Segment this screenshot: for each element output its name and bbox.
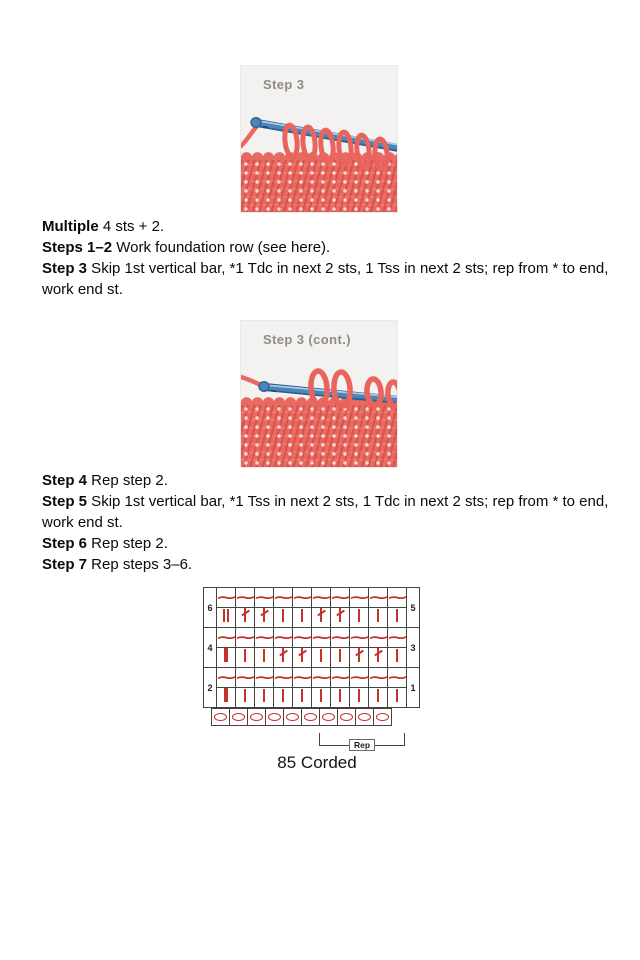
- symbol-tunisian-simple-stitch-icon: [358, 609, 360, 622]
- symbol-return-pass-icon: ~: [366, 629, 390, 647]
- chain-cell: [373, 708, 392, 726]
- chart-cell: [309, 628, 333, 648]
- chart-cell: [293, 648, 312, 668]
- instruction-line: [42, 258, 620, 300]
- step-text: Rep steps 3–6.: [87, 556, 193, 573]
- chart-cell: [255, 688, 274, 708]
- chart-cell: [252, 628, 276, 648]
- symbol-tunisian-simple-stitch-icon: [377, 689, 379, 702]
- symbol-tunisian-simple-stitch-icon: [244, 689, 246, 702]
- symbol-edge-bold-bar-icon: [224, 648, 228, 662]
- symbol-chain-stitch-icon: [214, 713, 227, 721]
- chart-cell: [309, 668, 333, 688]
- chain-cell: [283, 708, 302, 726]
- chart-cell: [293, 608, 312, 628]
- symbol-tunisian-double-stitch-icon: [238, 608, 252, 622]
- chart-row-5: [204, 608, 420, 628]
- chart-cell: [252, 588, 276, 608]
- row-number-3: 3: [407, 628, 420, 668]
- row-number-2: 2: [204, 668, 217, 708]
- symbol-return-pass-icon: ~: [271, 669, 295, 687]
- chart-cell: [347, 588, 371, 608]
- chart-cell: [388, 688, 407, 708]
- symbol-return-pass-icon: ~: [290, 589, 314, 607]
- step-3-cont-photo: [240, 320, 398, 468]
- chart-cell: [217, 688, 236, 708]
- step-text: Work foundation row (see here).: [112, 239, 331, 256]
- chart-cell: [252, 668, 276, 688]
- chart-cell: [217, 608, 236, 628]
- step-label: Step 4: [42, 472, 88, 489]
- chart-cell: [271, 628, 295, 648]
- symbol-tunisian-double-stitch-icon: [295, 648, 309, 662]
- symbol-return-pass-icon: ~: [309, 589, 333, 607]
- step-text: Skip 1st vertical bar, *1 Tdc in next 2 sts, 1 Tss in next 2 sts; rep from * to end, work end st.: [42, 260, 609, 298]
- chart-cell: [214, 668, 238, 688]
- chart-cell: [274, 648, 293, 668]
- stitch-chart: [203, 587, 431, 772]
- chart-cell: [290, 628, 314, 648]
- chain-cell: [355, 708, 374, 726]
- chart-cell: [236, 648, 255, 668]
- symbol-return-pass-icon: ~: [233, 589, 257, 607]
- symbol-tunisian-simple-stitch-icon: [339, 649, 341, 662]
- symbol-tunisian-double-stitch-icon: [371, 648, 385, 662]
- symbol-return-pass-icon: ~: [214, 669, 238, 687]
- pattern-title: 85 Corded: [277, 753, 357, 772]
- symbol-return-pass-icon: ~: [309, 629, 333, 647]
- symbol-tunisian-double-stitch-icon: [352, 648, 366, 662]
- chart-cell: [331, 648, 350, 668]
- chart-cell: [369, 688, 388, 708]
- symbol-chain-stitch-icon: [376, 713, 389, 721]
- instruction-line: [42, 237, 620, 258]
- step-label: Steps 1–2: [42, 239, 113, 256]
- chain-cell: [265, 708, 284, 726]
- symbol-return-pass-icon: ~: [233, 669, 257, 687]
- symbol-return-pass-icon: ~: [347, 629, 371, 647]
- chart-cell: [214, 628, 238, 648]
- symbol-return-pass-icon: ~: [233, 629, 257, 647]
- symbol-chain-stitch-icon: [304, 713, 317, 721]
- chart-cell: [233, 668, 257, 688]
- step-text: Skip 1st vertical bar, *1 Tss in next 2 sts, 1 Tdc in next 2 sts; rep from * to end, work end st.: [42, 493, 609, 531]
- symbol-tunisian-simple-stitch-icon: [339, 689, 341, 702]
- symbol-chain-stitch-icon: [358, 713, 371, 721]
- chart-cell: [312, 688, 331, 708]
- symbol-tunisian-double-stitch-icon: [314, 608, 328, 622]
- symbol-tunisian-simple-stitch-icon: [358, 689, 360, 702]
- step-text: 4 sts + 2.: [98, 218, 165, 235]
- instruction-line: [42, 533, 620, 554]
- symbol-return-pass-icon: ~: [328, 669, 352, 687]
- symbol-tunisian-simple-stitch-icon: [282, 689, 284, 702]
- symbol-tunisian-double-stitch-icon: [333, 608, 347, 622]
- symbol-tunisian-simple-stitch-icon: [396, 689, 398, 702]
- chart-cell: [274, 688, 293, 708]
- photo-caption: Step 3 (cont.): [263, 332, 351, 347]
- chart-row-3: [204, 648, 420, 668]
- chart-cell: [331, 608, 350, 628]
- chart-cell: [328, 668, 352, 688]
- chart-cell: [293, 688, 312, 708]
- symbol-tunisian-simple-stitch-icon: [263, 689, 265, 702]
- symbol-tunisian-simple-stitch-icon: [301, 609, 303, 622]
- chart-cell: [236, 608, 255, 628]
- symbol-chain-stitch-icon: [232, 713, 245, 721]
- chart-cell: [214, 588, 238, 608]
- chart-cell: [331, 688, 350, 708]
- symbol-tunisian-simple-stitch-icon: [377, 609, 379, 622]
- symbol-edge-double-bar-icon: [222, 609, 230, 622]
- chart-cell: [233, 628, 257, 648]
- symbol-return-pass-icon: ~: [290, 669, 314, 687]
- instruction-line: [42, 491, 620, 533]
- step-label: Step 6: [42, 535, 88, 552]
- symbol-return-pass-icon: ~: [347, 669, 371, 687]
- row-number-6: 6: [204, 588, 217, 628]
- symbol-return-pass-icon: ~: [347, 589, 371, 607]
- symbol-return-pass-icon: ~: [252, 629, 276, 647]
- chart-cell: [271, 668, 295, 688]
- symbol-tunisian-simple-stitch-icon: [396, 649, 398, 662]
- chart-cell: [309, 588, 333, 608]
- chain-cell: [211, 708, 230, 726]
- chart-cell: [388, 608, 407, 628]
- symbol-return-pass-icon: ~: [271, 629, 295, 647]
- step-text: Rep step 2.: [87, 472, 168, 489]
- symbol-edge-bold-bar-icon: [224, 688, 228, 702]
- symbol-return-pass-icon: ~: [366, 669, 390, 687]
- step-label: Multiple: [42, 218, 99, 235]
- symbol-return-pass-icon: ~: [366, 589, 390, 607]
- chart-cell: [312, 608, 331, 628]
- chain-cell: [247, 708, 266, 726]
- step-label: Step 3: [42, 260, 88, 277]
- chart-cell: [236, 688, 255, 708]
- chart-cell: [347, 628, 371, 648]
- symbol-return-pass-icon: ~: [214, 589, 238, 607]
- symbol-chain-stitch-icon: [250, 713, 263, 721]
- symbol-return-pass-icon: ~: [252, 589, 276, 607]
- symbol-return-pass-icon: ~: [328, 589, 352, 607]
- symbol-return-pass-icon: ~: [385, 629, 409, 647]
- symbol-tunisian-simple-stitch-icon: [244, 649, 246, 662]
- symbol-tunisian-simple-stitch-icon: [320, 649, 322, 662]
- step-label: Step 7: [42, 556, 88, 573]
- instruction-line: [42, 216, 620, 237]
- chart-cell: [385, 668, 409, 688]
- symbol-return-pass-icon: ~: [385, 669, 409, 687]
- chart-cell: [385, 588, 409, 608]
- symbol-tunisian-simple-stitch-icon: [263, 649, 265, 662]
- symbol-return-pass-icon: ~: [290, 629, 314, 647]
- chart-cell: [369, 648, 388, 668]
- chart-cell: [350, 648, 369, 668]
- chain-cell: [319, 708, 338, 726]
- foundation-chain-row: [211, 708, 431, 726]
- chart-cell: [255, 608, 274, 628]
- row-number-5: 5: [407, 588, 420, 628]
- chart-cell: [385, 628, 409, 648]
- stitch-chart-table: [203, 587, 420, 708]
- symbol-return-pass-icon: ~: [385, 589, 409, 607]
- chart-cell: [347, 668, 371, 688]
- photo-caption: Step 3: [263, 77, 305, 92]
- chart-cell: [290, 668, 314, 688]
- yarn-strand: [241, 126, 257, 146]
- symbol-tunisian-simple-stitch-icon: [282, 609, 284, 622]
- chart-cell: [255, 648, 274, 668]
- chart-cell: [366, 668, 390, 688]
- instruction-line: [42, 554, 620, 575]
- chart-cell: [233, 588, 257, 608]
- step-3-photo: [240, 65, 398, 213]
- instruction-line: [42, 470, 620, 491]
- chain-cell: [229, 708, 248, 726]
- symbol-return-pass-icon: ~: [214, 629, 238, 647]
- chart-cell: [366, 628, 390, 648]
- chart-cell: [369, 608, 388, 628]
- chart-cell: [366, 588, 390, 608]
- chain-cell: [301, 708, 320, 726]
- symbol-tunisian-double-stitch-icon: [276, 648, 290, 662]
- symbol-chain-stitch-icon: [340, 713, 353, 721]
- symbol-return-pass-icon: ~: [309, 669, 333, 687]
- chain-cell: [337, 708, 356, 726]
- chart-cell: [217, 648, 236, 668]
- symbol-tunisian-simple-stitch-icon: [301, 689, 303, 702]
- symbol-tunisian-simple-stitch-icon: [396, 609, 398, 622]
- chart-row-4: [204, 628, 420, 648]
- row-number-4: 4: [204, 628, 217, 668]
- symbol-return-pass-icon: ~: [271, 589, 295, 607]
- chart-cell: [388, 648, 407, 668]
- instruction-block-2: [42, 470, 620, 575]
- symbol-return-pass-icon: ~: [328, 629, 352, 647]
- instruction-block-1: [42, 216, 620, 300]
- chart-cell: [274, 608, 293, 628]
- symbol-tunisian-double-stitch-icon: [257, 608, 271, 622]
- chart-row-2: [204, 668, 420, 688]
- symbol-chain-stitch-icon: [322, 713, 335, 721]
- step-text: Rep step 2.: [87, 535, 168, 552]
- symbol-tunisian-simple-stitch-icon: [320, 689, 322, 702]
- chart-cell: [328, 588, 352, 608]
- chart-cell: [271, 588, 295, 608]
- chart-cell: [350, 608, 369, 628]
- row-number-1: 1: [407, 668, 420, 708]
- repeat-label: Rep: [349, 739, 375, 751]
- chart-row-1: [204, 688, 420, 708]
- chart-cell: [350, 688, 369, 708]
- chart-cell: [328, 628, 352, 648]
- chart-cell: [312, 648, 331, 668]
- symbol-return-pass-icon: ~: [252, 669, 276, 687]
- step-label: Step 5: [42, 493, 88, 510]
- symbol-chain-stitch-icon: [286, 713, 299, 721]
- repeat-bracket: [319, 733, 405, 750]
- chart-row-6: [204, 588, 420, 608]
- chart-cell: [290, 588, 314, 608]
- symbol-chain-stitch-icon: [268, 713, 281, 721]
